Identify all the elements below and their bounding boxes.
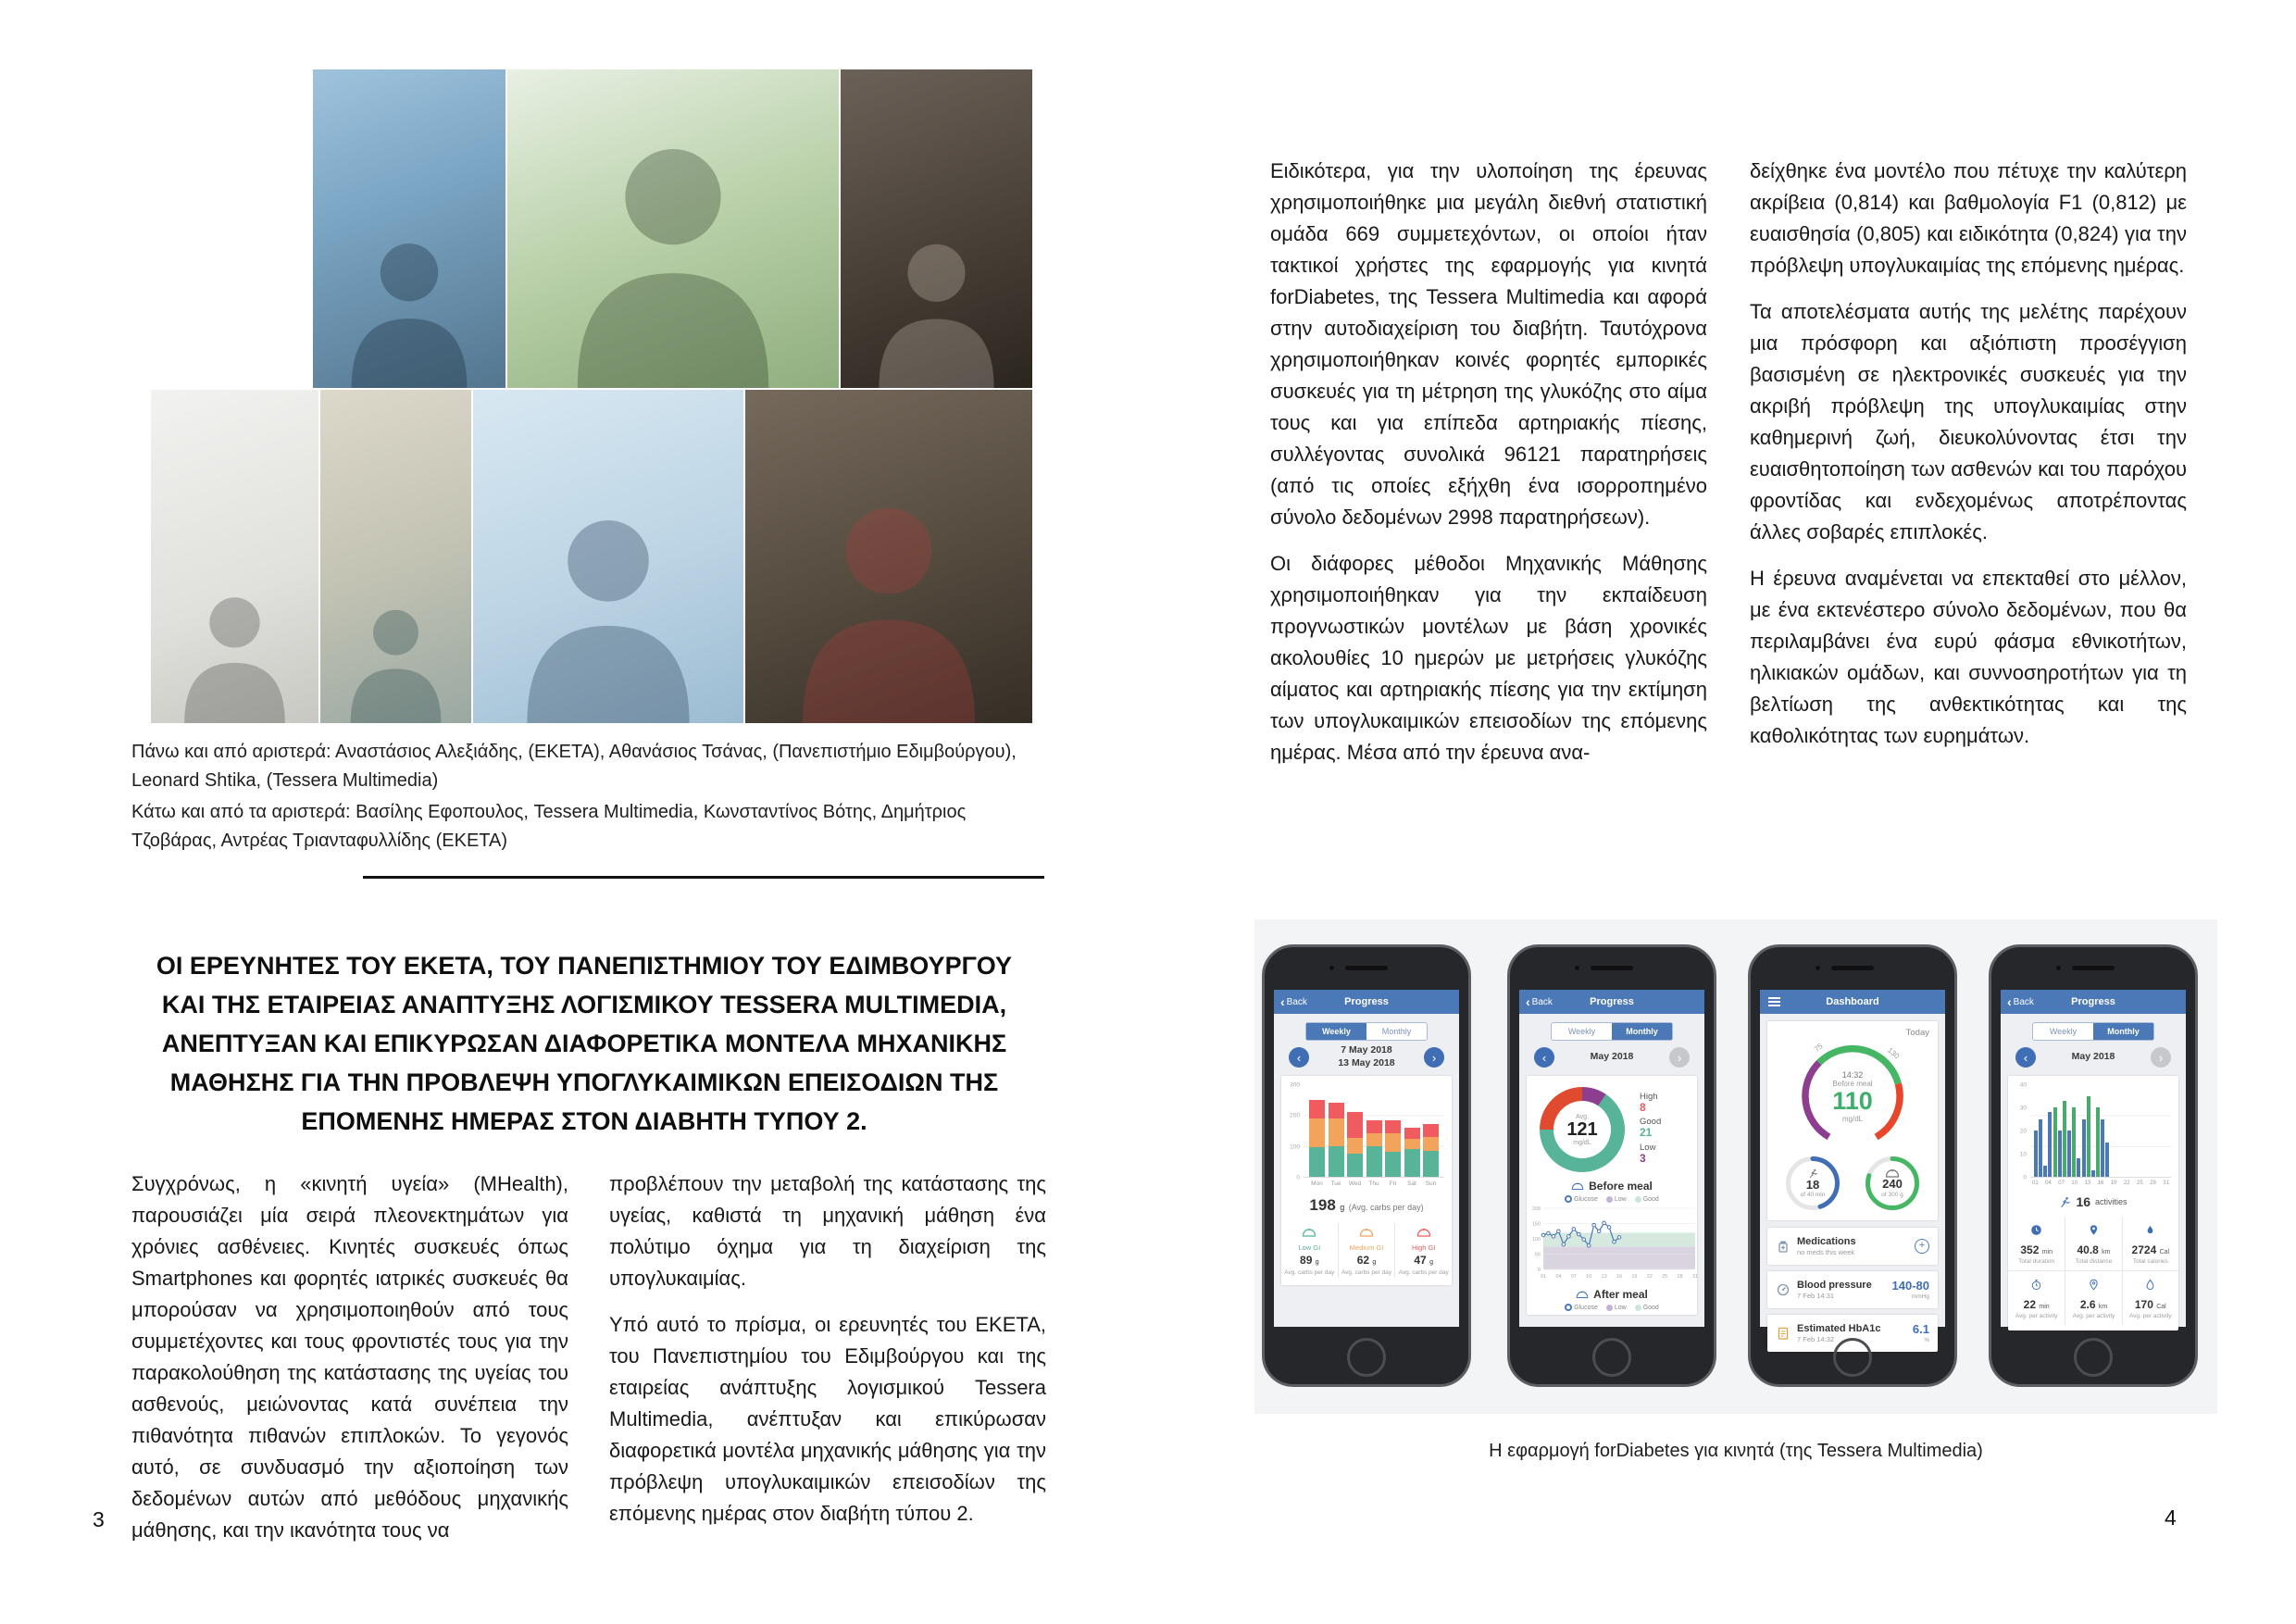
- clock-icon: [2030, 1224, 2042, 1236]
- y-axis: [1285, 1081, 1304, 1181]
- screen-title: Progress: [2071, 996, 2115, 1007]
- x-axis-label: Fri: [1389, 1181, 1397, 1187]
- activity-bar: [2091, 1170, 2095, 1178]
- legend-label: Low: [1614, 1304, 1627, 1311]
- body-paragraph: Οι διάφορες μέθοδοι Μηχανικής Μάθησης χρησιμοποιήθηκαν για την εκπαίδευση προγνωστικών μοντέλων με βάση χρονικές ακολουθίες 10 ημερών με μετρήσεις γλυκόζης αίματος και αρτηριακής πίεσης για την εκτίμηση των υπογλυκαιμικών επεισοδίων της επόμενης ημέρας. Μέσα από την έρευνα ανα-: [1270, 552, 1707, 764]
- row-title: Estimated HbA1c: [1797, 1323, 1881, 1334]
- stacked-bar: [1309, 1100, 1325, 1177]
- glucose-donut-chart: [1540, 1087, 1625, 1172]
- chevron-left-icon: ‹: [1280, 994, 1285, 1009]
- researcher-photo-6: [473, 390, 743, 723]
- back-button[interactable]: [1526, 995, 1553, 1008]
- y-axis-tick-label: 0: [2023, 1174, 2027, 1181]
- phone-mockup-progress-monthly: [1507, 944, 1716, 1387]
- row-subtitle: 7 Feb 14:31: [1797, 1292, 1835, 1300]
- photo-caption-top: Πάνω και από αριστερά: Αναστάσιος Αλεξιάδης, (ΕΚΕΤΑ), Αθανάσιος Τσάνας, (Πανεπιστήμιο Εδιμβούργου), Leonard Shtika, (Tessera Multimedia): [131, 742, 1017, 791]
- donut-legend-item: [1640, 1092, 1661, 1114]
- ring-value: 240: [1882, 1177, 1903, 1192]
- activity-bar: [2043, 1166, 2047, 1178]
- row-subtitle: no meds this week: [1797, 1248, 1855, 1256]
- activity-bar: [2105, 1143, 2109, 1178]
- person-silhouette-icon: [507, 69, 839, 388]
- app-header-bar: [1519, 990, 1704, 1014]
- next-arrow-button[interactable]: ›: [2151, 1047, 2171, 1068]
- legend-dot-icon: [1635, 1305, 1641, 1311]
- stacked-bar: [1404, 1128, 1420, 1177]
- left-page-column-1: [131, 1168, 568, 1546]
- legend-item: [1606, 1196, 1627, 1203]
- x-axis-label: Sat: [1407, 1181, 1416, 1187]
- legend-label: Good: [1642, 1304, 1659, 1311]
- stacked-bar: [1329, 1103, 1344, 1177]
- body-paragraph: Συγχρόνως, η «κινητή υγεία» (MHealth), παρουσιάζει μία σειρά πλεονεκτημάτων για χρόνιες ασθένειες. Κινητές συσκευές όπως Smartphones και φορητές ιατρικές συσκευές θα μπορούσαν να χρησιμοποιηθούν από τους συμμετέχοντες και τους φροντιστές τους για την παρακολούθηση της κατάστασης της υγείας του ασθενούς, μειώνοντας κατά συνέπεια την πιθανότητα πιθανών επιπλοκών. Το γεγονός αυτό, σε συνδυασμό την αξιοποίηση των δεδομένων αυτών από μεθόδους μηχανικής μάθησης, και την ικανότητα τους να: [131, 1172, 568, 1542]
- researcher-photo-2: [507, 69, 839, 388]
- svg-text:22: 22: [1646, 1274, 1653, 1280]
- stat-label: Avg. per activity: [2015, 1313, 2058, 1319]
- activity-bar: [2087, 1096, 2090, 1178]
- activity-stat: [2122, 1217, 2178, 1270]
- home-button[interactable]: [1347, 1338, 1386, 1377]
- x-axis-label: Mon: [1311, 1181, 1323, 1187]
- stopwatch-icon: [2030, 1279, 2042, 1291]
- flame-icon: [2144, 1224, 2156, 1236]
- body-paragraph: Ειδικότερα, για την υλοποίηση της έρευνας χρησιμοποιήθηκε μια μεγάλη διεθνή στατιστική ομάδα 669 συμμετεχόντων, οι οποίοι ήταν τακτικοί χρήστες της εφαρμογής για κινητά forDiabetes, της Tessera Multimedia και αφορά στην αυτοδιαχείριση του διαβήτη. Ταυτόχρονα χρησιμοποιήθηκαν κοινές φορητές εμπορικές συσκευές για τη μέτρηση της γλυκόζης στο αίμα τους και για επίπεδα αρτηριακής πίεσης, συλλέγοντας συνολικά 96121 παρατηρήσεις (από τις οποίες εξήχθη ένα ισορροπημένο σύνολο δεδομένων 2998 παρατηρήσεων).: [1270, 159, 1707, 529]
- activity-bar: [2048, 1112, 2052, 1177]
- divider-rule: [363, 876, 1044, 879]
- carbs-chart-card: [1281, 1076, 1452, 1285]
- y-axis-tick-label: 30: [2019, 1105, 2027, 1112]
- phone-speaker: [2072, 966, 2115, 970]
- phone-camera: [1816, 966, 1820, 970]
- y-axis-tick-label: 200: [1290, 1112, 1300, 1119]
- stat-label: Total distance: [2075, 1258, 2113, 1265]
- hamburger-menu-icon[interactable]: [1768, 997, 1780, 1006]
- row-unit: %: [1924, 1336, 1929, 1343]
- person-silhouette-icon: [151, 390, 318, 723]
- phone-mockup-dashboard: [1748, 944, 1957, 1387]
- period-segmented-control: [1551, 1022, 1673, 1041]
- date-range-label: 7 May 2018 13 May 2018: [1338, 1044, 1395, 1068]
- svg-text:150: 150: [1531, 1221, 1541, 1228]
- phone-camera: [1329, 966, 1334, 970]
- svg-text:19: 19: [1631, 1274, 1638, 1280]
- stat-value: 40.8 km: [2077, 1243, 2111, 1256]
- svg-text:25: 25: [1662, 1274, 1668, 1280]
- stat-label: Avg. per activity: [2072, 1313, 2115, 1319]
- activity-bar: [2053, 1107, 2057, 1177]
- meal-dome-icon: [1359, 1228, 1374, 1237]
- home-button[interactable]: [2074, 1338, 2113, 1377]
- x-axis-label: 19: [2110, 1181, 2117, 1186]
- legend-dot-icon: [1635, 1196, 1641, 1203]
- stacked-bar: [1347, 1112, 1363, 1177]
- date-navigator: [1519, 1041, 1704, 1074]
- back-label: Back: [1286, 996, 1307, 1007]
- activity-bar: [2096, 1107, 2100, 1177]
- activity-stat: [2065, 1270, 2121, 1325]
- meal-dome-icon: [1302, 1228, 1316, 1237]
- svg-text:28: 28: [1677, 1274, 1683, 1280]
- progress-ring: [1783, 1154, 1842, 1213]
- glucose-chart-card: [1527, 1076, 1697, 1315]
- runner-icon: [2059, 1196, 2071, 1208]
- row-title: Blood pressure: [1797, 1280, 1872, 1291]
- app-figure-caption: Η εφαρμογή forDiabetes για κινητά (της Tessera Multimedia): [1489, 1441, 1983, 1461]
- stat-value: 22 min: [2023, 1298, 2050, 1311]
- row-value: 6.1 %: [1912, 1322, 1929, 1343]
- gi-stat-sub: Avg. carbs per day: [1398, 1269, 1449, 1276]
- activity-stat: [2008, 1217, 2065, 1270]
- activity-bar: [2034, 1131, 2038, 1177]
- donut-center: Avg. 121 mg/dL: [1554, 1101, 1611, 1158]
- meal-dome-icon: [1576, 1290, 1589, 1299]
- article-headline: ΟΙ ΕΡΕΥΝΗΤΕΣ ΤΟΥ ΕΚΕΤΑ, ΤΟΥ ΠΑΝΕΠΙΣΤΗΜΙΟΥ ΤΟΥ ΕΔΙΜΒΟΥΡΓΟΥ ΚΑΙ ΤΗΣ ΕΤΑΙΡΕΙΑΣ ΑΝΑΠΤΥΞΗΣ ΛΟΓΙΣΜΙΚΟΥ TESSERA MULTIMEDIA, ΑΝΕΠΤΥΞΑΝ ΚΑΙ ΕΠΙΚΥΡΩΣΑΝ ΔΙΑΦΟΡΕΤΙΚΑ ΜΟΝΤΕΛΑ ΜΗΧΑΝΙΚΗΣ ΜΑΘΗΣΗΣ ΓΙΑ ΤΗΝ ΠΡΟΒΛΕΨΗ ΥΠΟΓΛΥΚΑΙΜΙΚΩΝ ΕΠΕΙΣΟΔΙΩΝ ΤΗΣ ΕΠΟΜΕΝΗΣ ΗΜΕΡΑΣ ΣΤΟΝ ΔΙΑΒΗΤΗ ΤΥΠΟΥ 2.: [156, 952, 1013, 1135]
- person-silhouette-icon: [841, 69, 1032, 388]
- x-axis-label: 22: [2123, 1181, 2130, 1186]
- ring-readout: [1783, 1154, 1842, 1213]
- activity-bar: [2067, 1131, 2071, 1177]
- back-label: Back: [1531, 996, 1553, 1007]
- gauge-max-label: 130: [1886, 1045, 1902, 1061]
- glucose-line-chart: [1527, 1205, 1703, 1284]
- x-axis-label: 13: [2084, 1181, 2091, 1186]
- legend-item: [1606, 1305, 1627, 1311]
- researcher-photo-4: [151, 390, 318, 723]
- x-axis-label: Thu: [1368, 1181, 1379, 1187]
- app-screenshots-panel: [1254, 919, 2217, 1414]
- stat-label: Avg. per activity: [2128, 1313, 2172, 1319]
- person-silhouette-icon: [745, 390, 1032, 723]
- row-subtitle: 7 Feb 14:32: [1797, 1335, 1835, 1343]
- dashboard-row: [1767, 1271, 1938, 1308]
- back-button[interactable]: [1280, 995, 1307, 1008]
- y-axis-tick-label: 300: [1290, 1081, 1300, 1089]
- activity-bar: [2058, 1131, 2062, 1177]
- legend-label: Low: [1614, 1195, 1627, 1203]
- body-paragraph: Τα αποτελέσματα αυτής της μελέτης παρέχουν μια πρόσφορη και αξιόπιστη προσέγγιση βασισμένη σε ηλεκτρονικές συσκευές για την ακριβή πρόβλεψη της υπογλυκαιμίας στην καθημερινή ζωή, διευκολύνοντας έτσι την ευαισθητοποίηση των ασθενών και του παρόχου φροντίδας και ενδεχομένως αποτρέποντας άλλες σοβαρές επιπλοκές.: [1750, 300, 2187, 543]
- tab-monthly[interactable]: Monthly: [1612, 1023, 1672, 1040]
- svg-text:07: 07: [1570, 1274, 1577, 1280]
- chevron-left-icon: ‹: [2007, 994, 2012, 1009]
- phone-screen: [1519, 990, 1704, 1327]
- legend-item: [1565, 1195, 1598, 1203]
- y-axis-tick-label: 10: [2019, 1151, 2027, 1158]
- prev-arrow-button[interactable]: ‹: [1534, 1047, 1554, 1068]
- activity-bar: [2077, 1158, 2080, 1177]
- body-paragraph: δείχθηκε ένα μοντέλο που πέτυχε την καλύτερη ακρίβεια (0,814) και βαθμολογία F1 (0,812) με ευαισθησία (0,805) και ειδικότητα (0,824) για την πρόβλεψη υπογλυκαιμίας της επόμενης ημέρας.: [1750, 159, 2187, 277]
- body-paragraph: προβλέπουν την μεταβολή της κατάστασης της υγείας, καθιστά τη μηχανική μάθηση ένα πολύτιμο όχημα για τη διαχείριση της υπογλυκαιμίας.: [609, 1172, 1046, 1290]
- activity-bar: [2082, 1119, 2086, 1178]
- page-number-right: 4: [2165, 1505, 2177, 1530]
- gi-stats-row: [1281, 1223, 1452, 1285]
- stat-value: 352 min: [2020, 1243, 2053, 1256]
- month-label: May 2018: [2071, 1051, 2115, 1063]
- gi-stat-sub: Avg. carbs per day: [1284, 1269, 1335, 1276]
- add-button[interactable]: +: [1915, 1239, 1929, 1254]
- gi-stat: [1281, 1223, 1338, 1278]
- y-axis: [2012, 1081, 2030, 1181]
- phone-speaker: [1831, 966, 1874, 970]
- phone-screen: [1274, 990, 1459, 1327]
- date-navigator: [1274, 1041, 1459, 1074]
- activity-bar: [2101, 1119, 2104, 1178]
- stacked-bar: [1385, 1120, 1401, 1177]
- meal-dome-icon: [1571, 1181, 1584, 1191]
- researcher-photo-7: [745, 390, 1032, 723]
- photo-caption-bottom: Κάτω και από τα αριστερά: Βασίλης Εφοπουλος, Tessera Multimedia, Κωνσταντίνος Βότης, Δημήτριος Τζοβάρας, Αντρέας Τριανταφυλλίδης (ΕΚΕΤΑ): [131, 802, 967, 851]
- app-header-bar: [1274, 990, 1459, 1014]
- legend-value: 8: [1640, 1100, 1646, 1114]
- meal-dome-icon: [1416, 1228, 1431, 1237]
- svg-text:50: 50: [1534, 1252, 1541, 1258]
- y-axis-tick-label: 40: [2019, 1081, 2027, 1089]
- stacked-bar-chart: [1304, 1085, 1444, 1178]
- body-paragraph: Υπό αυτό το πρίσμα, οι ερευνητές του ΕΚΕΤΑ, του Πανεπιστημίου του Εδιμβούργου και της εταιρείας ανάπτυξης λογισμικού Tessera Multimedia, ανέπτυξαν και επικύρωσαν διαφορετικά μοντέλα μηχανικής μάθησης για την πρόβλεψη υπογλυκαιμικών επεισοδίων της επόμενης ημέρας στον διαβήτη τύπου 2.: [609, 1313, 1046, 1525]
- svg-text:31: 31: [1691, 1274, 1699, 1280]
- back-button[interactable]: [2007, 995, 2034, 1008]
- tab-weekly[interactable]: Weekly: [1306, 1023, 1366, 1040]
- gi-stat-label: High GI: [1411, 1243, 1436, 1252]
- legend-label: Good: [1640, 1117, 1662, 1128]
- right-page-column-1: [1270, 156, 1707, 768]
- activity-bar: [2072, 1107, 2076, 1177]
- person-silhouette-icon: [313, 69, 505, 388]
- researcher-photo-3: [841, 69, 1032, 388]
- phone-speaker: [1591, 966, 1633, 970]
- glucose-dot-icon: [1565, 1195, 1572, 1203]
- legend-dot-icon: [1606, 1196, 1613, 1203]
- gi-stat-sub: Avg. carbs per day: [1341, 1269, 1392, 1276]
- phone-mockup-progress-weekly: [1262, 944, 1471, 1387]
- legend-item: [1635, 1196, 1659, 1203]
- location-pin-icon: [2088, 1224, 2100, 1236]
- month-label: May 2018: [1590, 1051, 1634, 1063]
- date-navigator: [2001, 1041, 2186, 1074]
- legend-item: [1635, 1305, 1659, 1311]
- activity-stat: [2065, 1217, 2121, 1270]
- ring-readout: [1863, 1154, 1922, 1213]
- stat-value: 2724 Cal: [2131, 1243, 2170, 1256]
- activity-stat: [2122, 1270, 2178, 1325]
- activities-bar-chart: [2030, 1085, 2171, 1178]
- x-axis-label: 10: [2071, 1181, 2078, 1186]
- x-axis-label: 07: [2058, 1181, 2065, 1186]
- x-axis-label: Tue: [1330, 1181, 1341, 1187]
- tab-weekly[interactable]: Weekly: [2049, 1027, 2078, 1036]
- svg-text:0: 0: [1537, 1268, 1541, 1273]
- y-axis-tick-label: 100: [1290, 1143, 1300, 1151]
- medications-icon: [1776, 1239, 1791, 1254]
- legend-value: 21: [1640, 1126, 1653, 1140]
- legend-label: Low: [1640, 1142, 1656, 1153]
- stat-label: Total duration: [2018, 1258, 2055, 1265]
- today-label: Today: [1905, 1028, 1929, 1038]
- stacked-bar: [1423, 1124, 1439, 1177]
- person-silhouette-icon: [473, 390, 743, 723]
- legend-label: High: [1640, 1091, 1658, 1102]
- x-axis-label: 31: [2163, 1181, 2169, 1186]
- home-button[interactable]: [1592, 1338, 1631, 1377]
- svg-text:100: 100: [1531, 1237, 1541, 1243]
- period-segmented-control: [1305, 1022, 1428, 1041]
- donut-legend: [1640, 1092, 1661, 1168]
- row-unit: mmHg: [1911, 1293, 1929, 1300]
- x-axis-label: Wed: [1348, 1181, 1362, 1187]
- phone-camera: [1575, 966, 1579, 970]
- phone-speaker: [1345, 966, 1388, 970]
- clipboard-icon: [1776, 1326, 1791, 1341]
- gauge-readout: 14:32 Before meal 110 mg/dL: [1832, 1070, 1873, 1123]
- body-paragraph: Η έρευνα αναμένεται να επεκταθεί στο μέλλον, με ένα εκτενέστερο σύνολο δεδομένων, που θα περιλαμβάνει ένα ευρύ φάσμα εθνικοτήτων, ηλικιακών ομάδων, και συννοσηροτήτων για τη βελτίωση της ανθεκτικότητας και της καθολικότητας των ευρημάτων.: [1750, 567, 2187, 747]
- before-meal-section-title: Before meal: [1527, 1180, 1697, 1193]
- prev-arrow-button[interactable]: ‹: [2015, 1047, 2036, 1068]
- person-silhouette-icon: [320, 390, 471, 723]
- next-arrow-button[interactable]: ›: [1669, 1047, 1690, 1068]
- x-axis-label: 16: [2097, 1181, 2104, 1186]
- line-chart-legend: [1527, 1304, 1697, 1311]
- activity-stat: [2008, 1270, 2065, 1325]
- line-chart-legend: [1527, 1195, 1697, 1203]
- legend-label: Glucose: [1574, 1304, 1598, 1311]
- glucose-dot-icon: [1565, 1304, 1572, 1311]
- after-meal-section-title: After meal: [1527, 1288, 1697, 1301]
- legend-dot-icon: [1606, 1305, 1613, 1311]
- dashboard-row: [1767, 1228, 1938, 1265]
- tab-weekly[interactable]: Weekly: [1567, 1027, 1596, 1036]
- right-page-column-2: [1750, 156, 2187, 752]
- gi-stat-value: 89 g: [1300, 1254, 1319, 1267]
- screen-title: Progress: [1344, 996, 1389, 1007]
- svg-text:16: 16: [1616, 1274, 1623, 1280]
- next-arrow-button[interactable]: ›: [1424, 1047, 1444, 1068]
- activity-bar: [2063, 1101, 2066, 1178]
- activity-bar: [2039, 1119, 2042, 1178]
- phone-screen: [2001, 990, 2186, 1327]
- app-header-bar: [2001, 990, 2186, 1014]
- tab-monthly[interactable]: Monthly: [1381, 1027, 1412, 1036]
- svg-text:13: 13: [1601, 1274, 1607, 1280]
- researcher-photo-1: [313, 69, 505, 388]
- progress-ring: [1863, 1154, 1922, 1213]
- gi-stat-label: Low GI: [1298, 1243, 1321, 1252]
- gi-stat-label: Medium GI: [1349, 1243, 1384, 1252]
- screen-title: Dashboard: [1826, 996, 1879, 1007]
- legend-label: Glucose: [1574, 1195, 1598, 1203]
- x-axis-label: 28: [2150, 1181, 2156, 1186]
- screen-title: Progress: [1590, 996, 1634, 1007]
- svg-text:04: 04: [1555, 1274, 1562, 1280]
- stat-value: 2.6 km: [2079, 1298, 2108, 1311]
- activities-summary: 16 activities: [2008, 1194, 2178, 1209]
- stat-value: 170 Cal: [2134, 1298, 2166, 1311]
- donut-legend-item: [1640, 1143, 1661, 1165]
- gi-stat: [1338, 1223, 1395, 1278]
- ring-sub: of 300 g: [1881, 1191, 1903, 1198]
- x-axis: [2008, 1178, 2178, 1186]
- x-axis-label: 04: [2045, 1181, 2052, 1186]
- researcher-photo-5: [320, 390, 471, 723]
- page-number-left: 3: [93, 1507, 105, 1531]
- svg-text:10: 10: [1586, 1274, 1592, 1280]
- phone-screen: [1760, 990, 1945, 1343]
- stat-label: Total calories: [2132, 1258, 2168, 1265]
- chevron-left-icon: ‹: [1526, 994, 1530, 1009]
- activity-stats-grid: [2008, 1217, 2178, 1330]
- home-button[interactable]: [1833, 1338, 1872, 1377]
- legend-label: Good: [1642, 1195, 1659, 1203]
- svg-text:01: 01: [1540, 1274, 1547, 1280]
- svg-text:200: 200: [1531, 1206, 1541, 1212]
- glucose-gauge: [1783, 1036, 1922, 1154]
- y-axis-tick-label: 0: [1296, 1174, 1300, 1181]
- ring-sub: of 40 min: [1800, 1192, 1826, 1199]
- tab-monthly[interactable]: Monthly: [2093, 1023, 2153, 1040]
- donut-legend-item: [1640, 1117, 1661, 1139]
- droplet-icon: [2144, 1279, 2156, 1291]
- location-pin-outline-icon: [2088, 1279, 2100, 1291]
- stacked-bar: [1366, 1120, 1382, 1177]
- prev-arrow-button[interactable]: ‹: [1289, 1047, 1309, 1068]
- x-axis-label: 25: [2137, 1181, 2143, 1186]
- legend-item: [1565, 1304, 1598, 1311]
- left-page-column-2: [609, 1168, 1046, 1530]
- avg-carbs-summary: 198 g (Avg. carbs per day): [1309, 1196, 1424, 1214]
- back-label: Back: [2013, 996, 2034, 1007]
- legend-value: 3: [1640, 1151, 1646, 1165]
- x-axis: [1281, 1178, 1452, 1187]
- gi-stat-value: 62 g: [1356, 1254, 1377, 1267]
- gi-stat: [1394, 1223, 1452, 1278]
- ring-value: 18: [1805, 1177, 1820, 1192]
- x-axis-label: 01: [2032, 1181, 2039, 1186]
- gi-stat-value: 47 g: [1414, 1254, 1433, 1267]
- activities-chart-card: [2008, 1076, 2178, 1330]
- phone-mockup-progress-activities: [1989, 944, 2198, 1387]
- row-value: 140-80 mmHg: [1891, 1279, 1929, 1300]
- period-segmented-control: [2032, 1022, 2154, 1041]
- x-axis-label: Sun: [1425, 1181, 1437, 1187]
- phone-camera: [2056, 966, 2061, 970]
- y-axis-tick-label: 20: [2019, 1128, 2027, 1135]
- blood-pressure-icon: [1776, 1282, 1791, 1297]
- row-title: Medications: [1797, 1236, 1856, 1247]
- activity-rings: [1773, 1154, 1932, 1213]
- glucose-gauge-card: [1767, 1021, 1938, 1220]
- app-header-bar: [1760, 990, 1945, 1014]
- gauge-min-label: 75: [1812, 1042, 1825, 1054]
